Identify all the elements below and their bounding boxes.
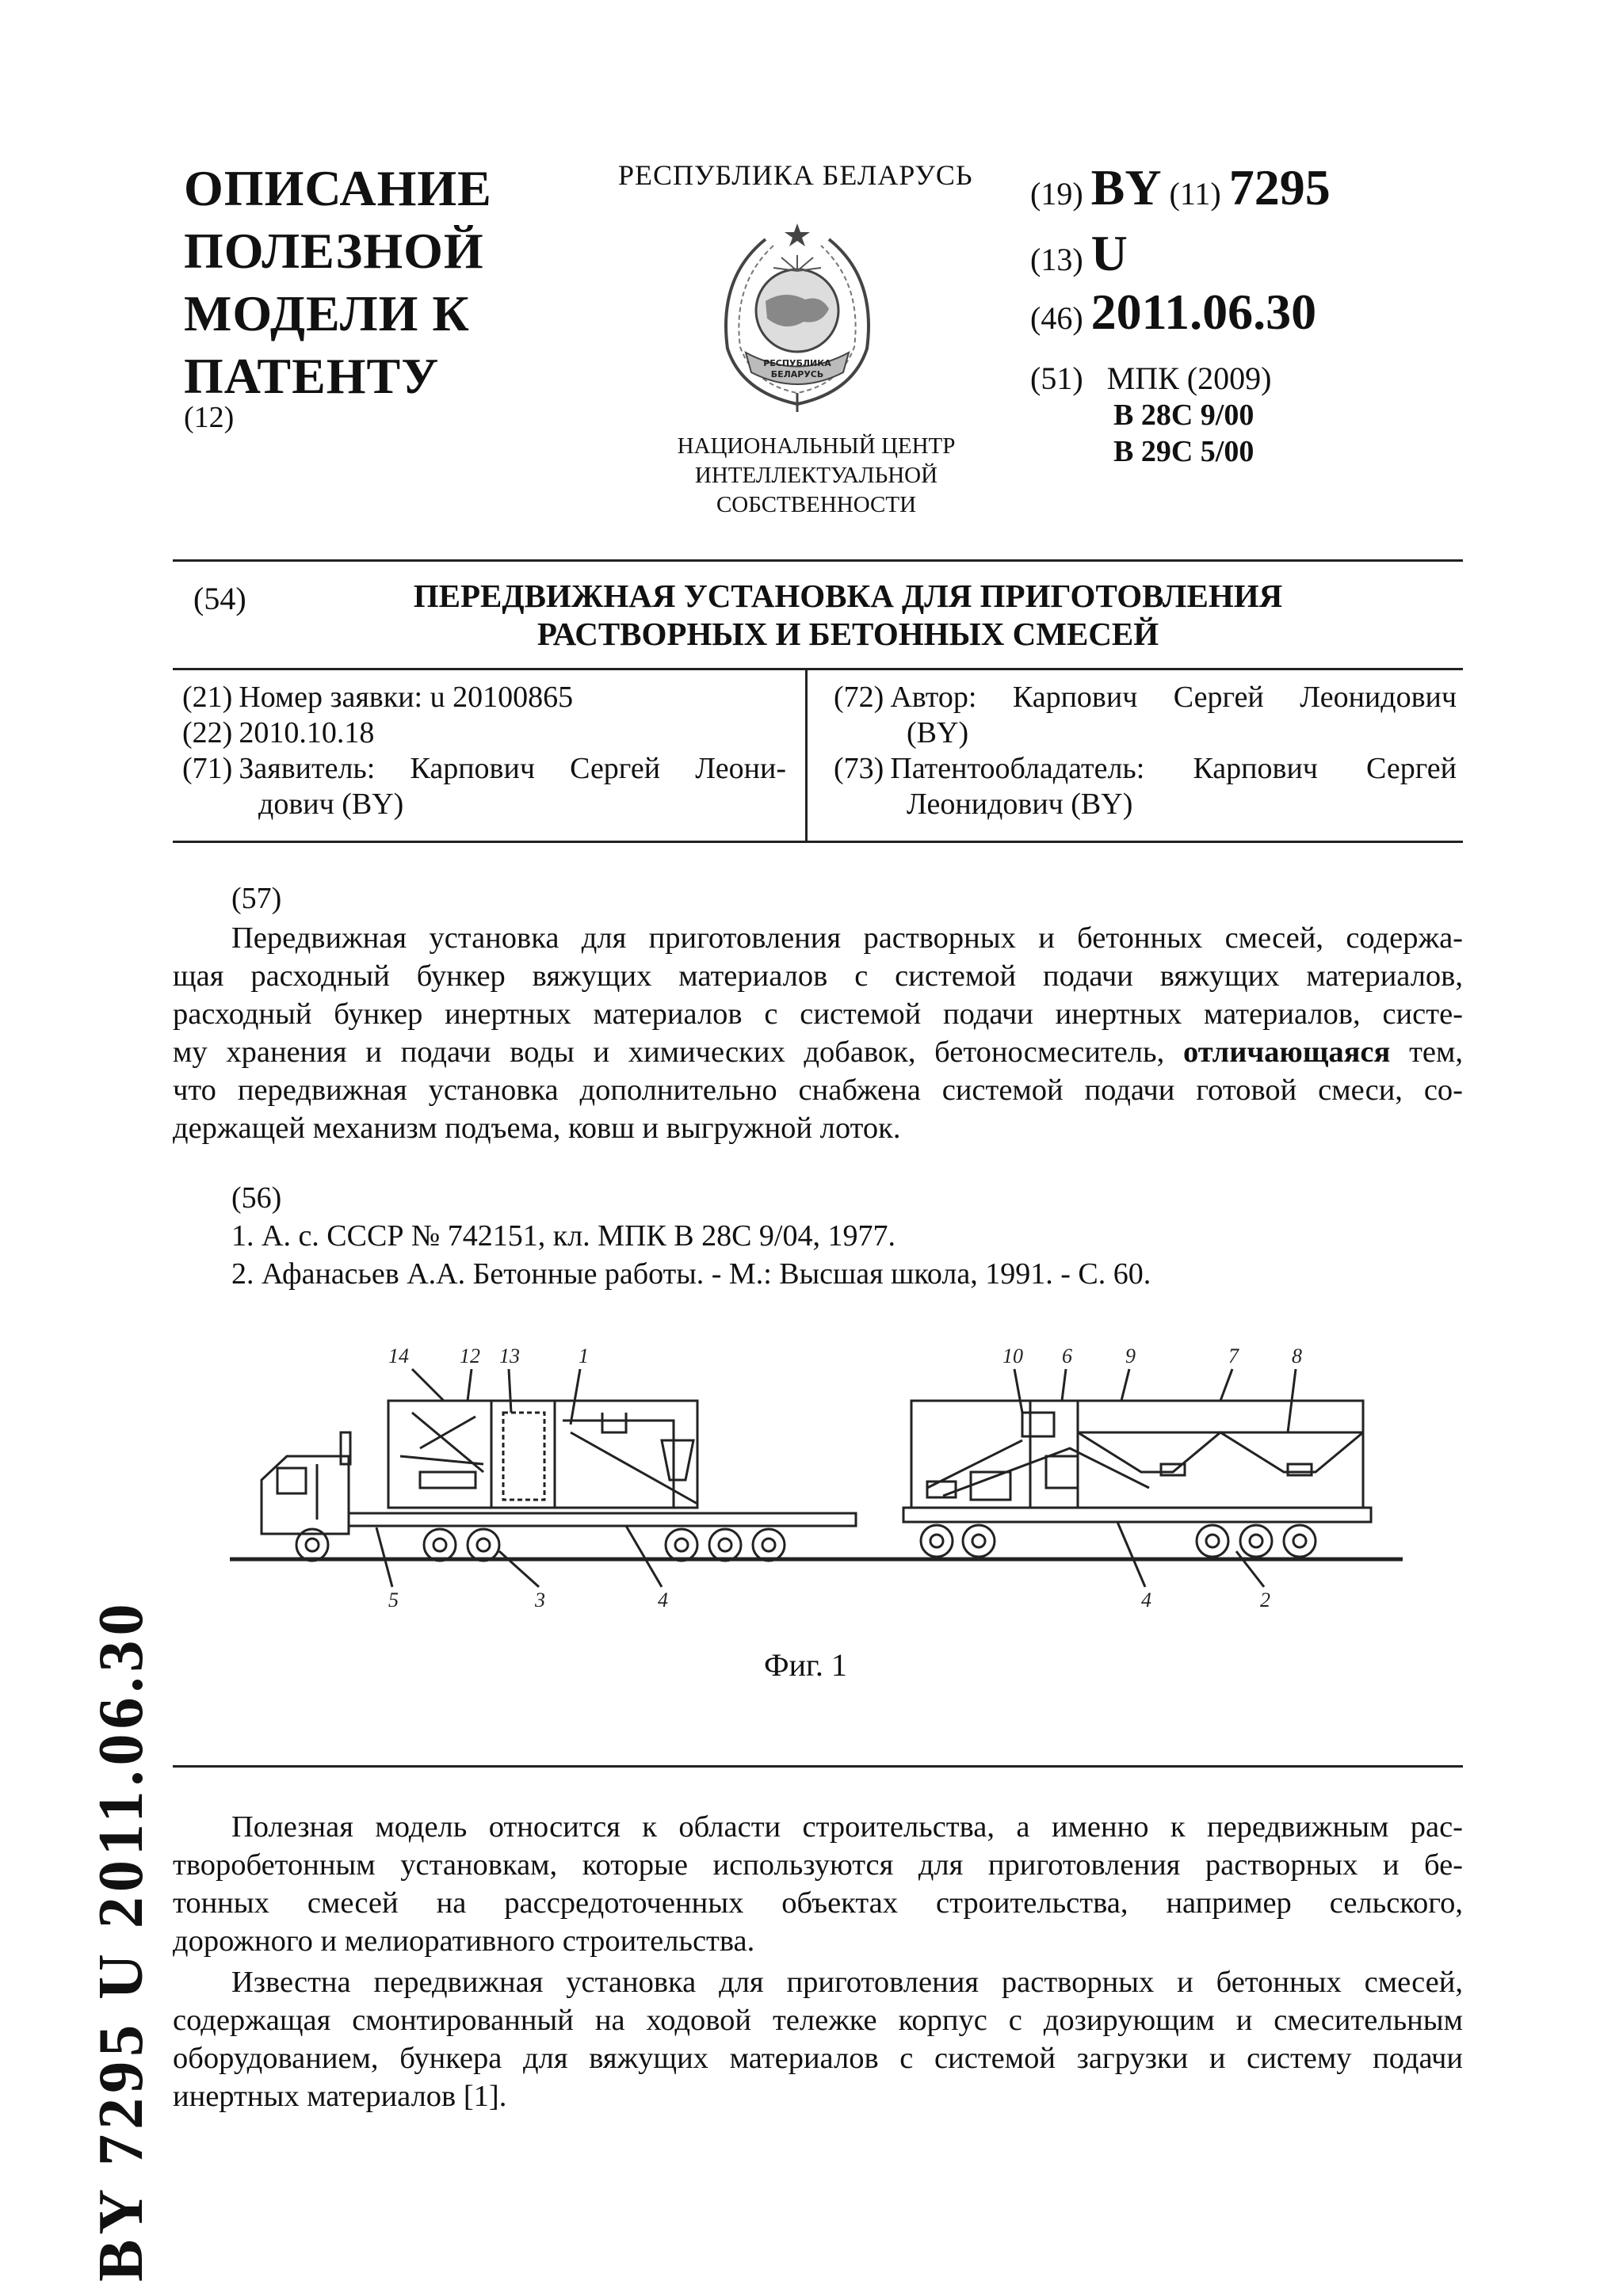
claim-line <box>173 1033 1463 1071</box>
office-line: ИНТЕЛЛЕКТУАЛЬНОЙ <box>694 463 938 488</box>
ipc-block <box>1030 360 1271 470</box>
field-51-code: (51) <box>1030 360 1083 396</box>
claim-line: Передвижная установка для приготовления растворных и бетонных смесей, содержа- <box>231 921 1463 955</box>
field-11-code: (11) <box>1169 176 1221 212</box>
republic-label: РЕСПУБЛИКА БЕЛАРУСЬ <box>618 159 973 191</box>
figure-label: 1 <box>579 1344 589 1367</box>
filing-date: 2010.10.18 <box>239 716 375 749</box>
field-57-code: (57) <box>231 882 282 915</box>
document-id-sidebar: BY 7295 U 2011.06.30 <box>86 1599 156 2282</box>
application-fields <box>182 680 786 822</box>
office-name <box>618 432 1014 520</box>
figure-label: 4 <box>1141 1589 1151 1607</box>
field-13-code: (13) <box>1030 242 1083 277</box>
claim-line: щая расходный бункер вяжущих материалов с системой подачи вяжущих материалов, <box>173 959 1463 993</box>
column-divider <box>805 668 808 841</box>
divider <box>173 559 1463 562</box>
author-continued: (BY) <box>907 716 969 749</box>
country-code: BY <box>1090 159 1162 215</box>
patent-number: 7295 <box>1228 159 1331 215</box>
reference-item: 2. Афанасьев А.А. Бетонные работы. - М.: Высшая школа, 1991. - С. 60. <box>231 1257 1151 1291</box>
figure-label: 13 <box>499 1344 520 1367</box>
claim-line-text: му хранения и подачи воды и химических добавок, бетоносмеситель, <box>173 1035 1183 1069</box>
description-line: тонных смесей на рассредоточенных объектах строительства, например сельского, <box>173 1886 1463 1920</box>
claim-line: держащей механизм подъема, ковш и выгружной лоток. <box>173 1112 901 1145</box>
invention-title <box>333 577 1363 653</box>
kind-code: U <box>1090 225 1128 281</box>
title-line: ОПИСАНИЕ <box>184 160 492 216</box>
ipc-class: B 28C 9/00 <box>1113 399 1254 432</box>
figure-label: 14 <box>388 1344 409 1367</box>
figure-caption: Фиг. 1 <box>764 1647 847 1683</box>
claim-keyword: отличающаяся <box>1182 1035 1391 1069</box>
figure-label: 8 <box>1292 1344 1302 1367</box>
field-56-code: (56) <box>231 1181 282 1215</box>
author-fields <box>834 680 1457 822</box>
figure-label: 7 <box>1228 1344 1239 1367</box>
figure-label: 2 <box>1260 1589 1270 1607</box>
divider <box>173 1765 1463 1768</box>
title-line: МОДЕЛИ К <box>184 285 470 341</box>
author: Автор: Карпович Сергей Леонидович <box>890 681 1457 714</box>
claim-line: что передвижная установка дополнительно снабжена системой подачи готовой смеси, со- <box>173 1074 1463 1107</box>
kind-row <box>1030 224 1128 283</box>
figure-label: 6 <box>1062 1344 1072 1367</box>
state-emblem-icon <box>710 222 884 416</box>
field-46-code: (46) <box>1030 300 1083 336</box>
field-12-code: (12) <box>184 401 235 434</box>
figure-label: 10 <box>1002 1344 1023 1367</box>
office-line: НАЦИОНАЛЬНЫЙ ЦЕНТР <box>677 433 956 459</box>
emblem-text: РЕСПУБЛИКА <box>763 358 831 368</box>
field-54-code: (54) <box>193 581 246 616</box>
field-19-code: (19) <box>1030 176 1083 212</box>
figure-label: 9 <box>1125 1344 1136 1367</box>
applicant: Заявитель: Карпович Сергей Леони- <box>239 752 786 785</box>
claim-line-tail: тем, <box>1390 1035 1464 1069</box>
reference-item: 1. А. с. СССР № 742151, кл. МПК B 28C 9/04, 1977. <box>231 1219 896 1253</box>
country-number-row <box>1030 158 1331 217</box>
figure-label: 12 <box>460 1344 480 1367</box>
title-line: ПАТЕНТУ <box>184 348 440 404</box>
figure-label: 3 <box>535 1589 545 1607</box>
field-21-code: (21) <box>182 681 233 714</box>
divider <box>173 841 1463 843</box>
figure-label: 4 <box>658 1589 668 1607</box>
figure-label: 5 <box>388 1589 399 1607</box>
title-line: ПОЛЕЗНОЙ <box>184 223 484 279</box>
description-paragraph-1 <box>173 1808 1463 1960</box>
invention-title-line: РАСТВОРНЫХ И БЕТОННЫХ СМЕСЕЙ <box>537 616 1159 652</box>
description-paragraph-2 <box>173 1963 1463 2115</box>
description-line: содержащая смонтированный на ходовой тележке корпус с дозирующим и смесительным <box>173 2004 1463 2037</box>
ipc-label: МПК (2009) <box>1106 360 1272 396</box>
publication-date: 2011.06.30 <box>1090 284 1317 340</box>
field-72-code: (72) <box>834 681 884 714</box>
ipc-class: B 29C 5/00 <box>1113 435 1254 468</box>
patent-holder-continued: Леонидович (BY) <box>907 788 1133 821</box>
claim-line: расходный бункер инертных материалов с системой подачи инертных материалов, систе- <box>173 997 1463 1031</box>
claim-text <box>173 919 1463 1147</box>
field-22-code: (22) <box>182 716 233 749</box>
field-73-code: (73) <box>834 752 884 785</box>
document-title <box>184 157 492 407</box>
description-line: Полезная модель относится к области строительства, а именно к передвижным рас- <box>231 1810 1463 1844</box>
description-line: творобетонным установкам, которые используются для приготовления растворных и бе- <box>173 1848 1463 1882</box>
applicant-continued: дович (BY) <box>258 788 404 821</box>
emblem-text: БЕЛАРУСЬ <box>770 369 824 379</box>
description-line: дорожного и мелиоративного строительства. <box>173 1924 755 1958</box>
invention-title-line: ПЕРЕДВИЖНАЯ УСТАНОВКА ДЛЯ ПРИГОТОВЛЕНИЯ <box>413 578 1283 614</box>
divider <box>173 668 1463 670</box>
office-line: СОБСТВЕННОСТИ <box>716 492 917 517</box>
application-number: Номер заявки: u 20100865 <box>239 681 574 714</box>
patent-holder: Патентообладатель: Карпович Сергей <box>890 752 1457 785</box>
figure-mobile-concrete-plant <box>230 1337 1403 1607</box>
publication-date-row <box>1030 283 1316 341</box>
description-line: инертных материалов [1]. <box>173 2080 507 2113</box>
description-line: оборудованием, бункера для вяжущих материалов с системой загрузки и систему подачи <box>173 2042 1463 2075</box>
field-71-code: (71) <box>182 752 233 785</box>
references <box>231 1179 1151 1293</box>
description-line: Известна передвижная установка для приготовления растворных и бетонных смесей, <box>231 1966 1463 1999</box>
